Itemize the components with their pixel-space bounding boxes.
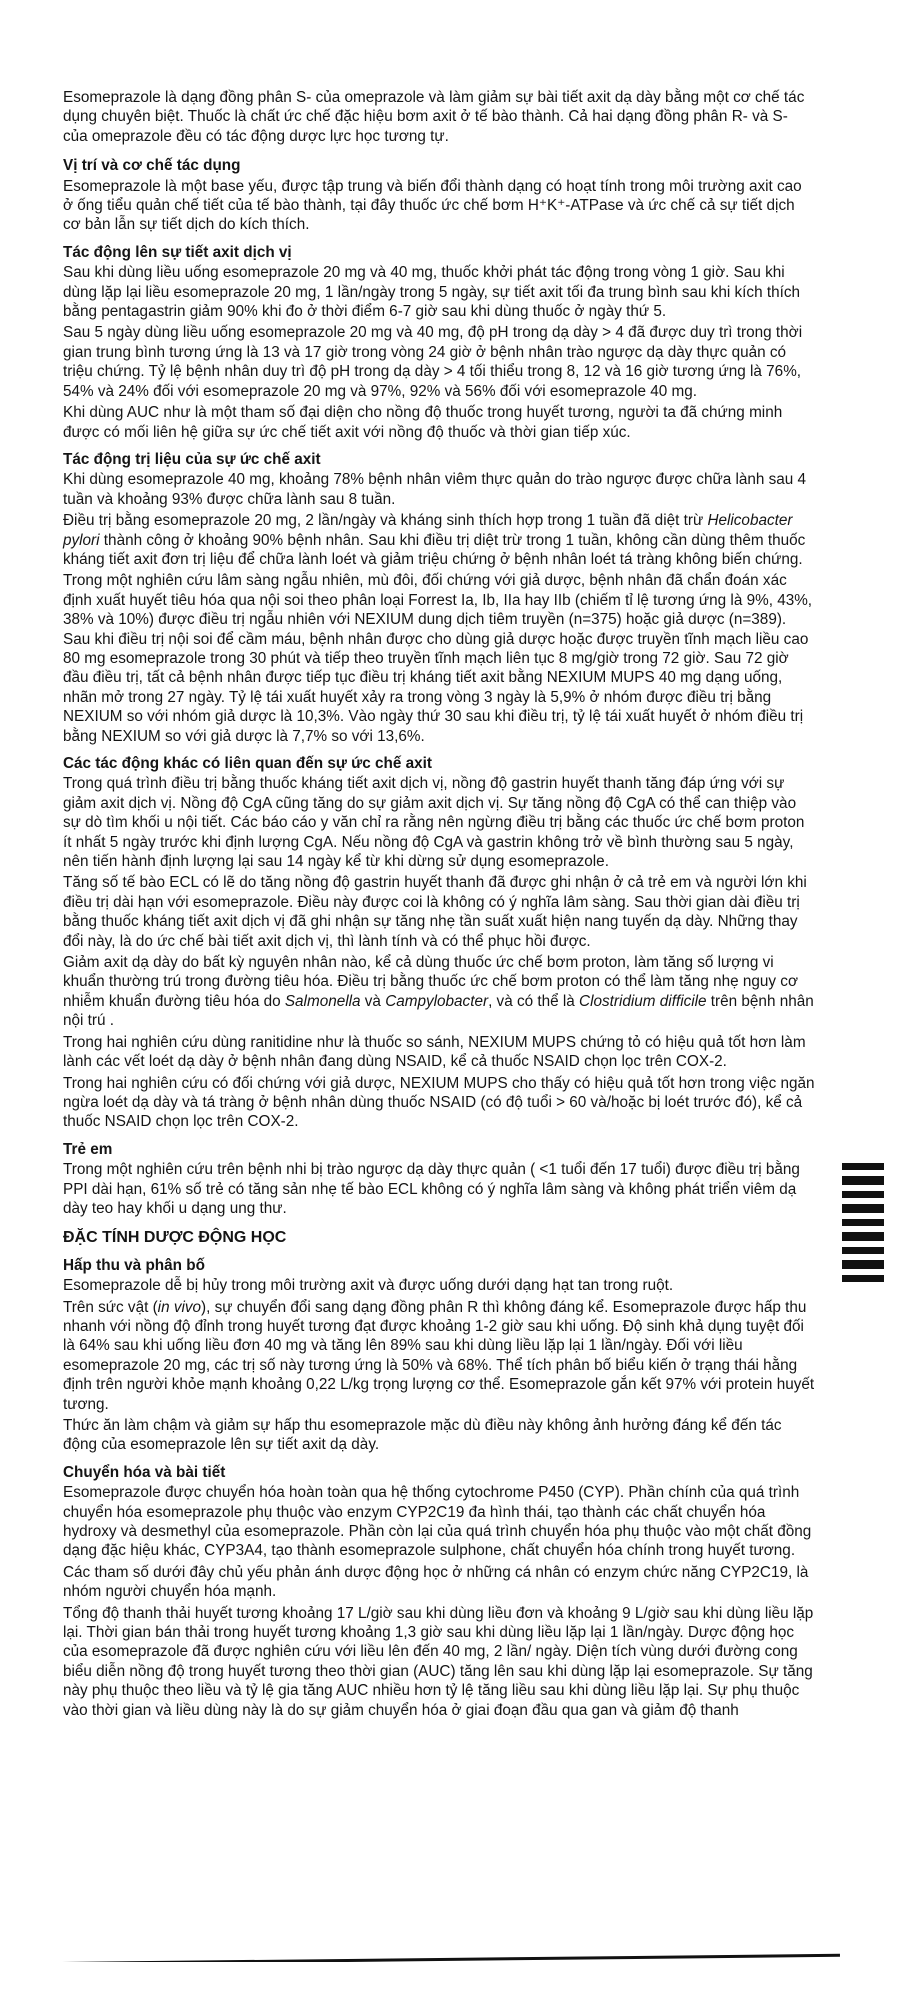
paragraph: Tăng số tế bào ECL có lẽ do tăng nồng độ gastrin huyết thanh đã được ghi nhận ở cả trẻ em và người lớn khi điều trị dài hạn với esomeprazole. Điều này được coi là không có ý nghĩa lâm sàng. Sau thời gian dài điều trị bằng thuốc kháng tiết axit dịch vị đã ghi nhận sự tăng nhẹ tần suất xuất hiện nang tuyến dạ dày. Những thay đổi này, là do ức chế bài tiết axit dịch vị, thì lành tính và có thể phục hồi được. [63,874,807,950]
text-fragment: Giảm axit dạ dày do bất kỳ nguyên nhân nào, kể cả dùng thuốc ức chế bơm proton, làm tăng số lượng vi khuẩn thường trú trong đường tiêu hóa. Điều trị bằng thuốc ức chế bơm proton có thể làm tăng nhẹ nguy cơ nhiễm khuẩn đường tiêu hóa do [63,954,798,1010]
section-heading-absorption: Hấp thu và phân bố [63,1256,205,1274]
paragraph: Sau 5 ngày dùng liều uống esomeprazole 20 mg và 40 mg, độ pH trong dạ dày > 4 đã được duy trì trong thời gian trung bình tương ứng là 13 và 17 giờ trong vòng 24 giờ ở bệnh nhân trào ngược dạ dày thực quản có triệu chứng. Tỷ lệ bệnh nhân duy trì độ pH trong dạ dày > 4 tối thiểu trong 8, 12 và 16 giờ tương ứng là 76%, 54% và 24% đối với esomeprazole 20 mg và 97%, 92% và 56% đối với esomeprazole 40 mg. [63,324,803,400]
paragraph: Khi dùng AUC như là một tham số đại diện cho nồng độ thuốc trong huyết tương, người ta đã chứng minh được có mối liên hệ giữa sự ức chế tiết axit với nồng độ thuốc và thời gian tiếp xúc. [63,404,783,441]
paragraph: Khi dùng esomeprazole 40 mg, khoảng 78% bệnh nhân viêm thực quản do trào ngược được chữa lành sau 4 tuần và khoảng 93% được chữa lành sau 8 tuần. [63,471,807,508]
text-fragment: Điều trị bằng esomeprazole 20 mg, 2 lần/ngày và kháng sinh thích hợp trong 1 tuần đã diệt trừ [63,512,708,530]
section-heading-metabolism: Chuyển hóa và bài tiết [63,1463,226,1481]
barcode-bar [842,1275,884,1282]
barcode-bar [842,1163,884,1170]
barcode-bar [842,1191,884,1198]
text-fragment: , và có thể là [488,992,580,1010]
section-heading-other-effects: Các tác động khác có liên quan đến sự ức chế axit [63,755,432,772]
barcode-bar [842,1260,884,1269]
barcode-bar [842,1232,884,1241]
paragraph: Trong hai nghiên cứu dùng ranitidine như là thuốc so sánh, NEXIUM MUPS chứng tỏ có hiệu quả tốt hơn làm lành các vết loét dạ dày ở bệnh nhân đang dùng NSAID, kể cả thuốc NSAID chọn lọc trên COX-2. [63,1033,806,1071]
text-fragment: Trên sức vật ( [63,1298,158,1316]
page-bottom-margin [0,1962,900,1993]
section-heading-mechanism: Vị trí và cơ chế tác dụng [63,157,241,175]
paragraph: Esomeprazole là dạng đồng phân S- của omeprazole và làm giảm sự bài tiết axit dạ dày bằng một cơ chế tác dụng chuyên biệt. Thuốc là chất ức chế đặc hiệu bơm axit ở tế bào thành. Cả hai dạng đồng phân R- và S- của omeprazole đều có tác động dược lực học tương tự. [63,89,805,145]
paragraph: Trong hai nghiên cứu có đối chứng với giả dược, NEXIUM MUPS cho thấy có hiệu quả tốt hơn trong việc ngăn ngừa loét dạ dày và tá tràng ở bệnh nhân dùng thuốc NSAID (có độ tuổi > 60 và/hoặc bị loét trước đó), kể cả thuốc NSAID chọn lọc trên COX-2. [63,1074,815,1131]
barcode-bar [842,1204,884,1213]
section-heading-children: Trẻ em [63,1140,113,1158]
text-fragment: và [360,992,386,1010]
species-name: Campylobacter [385,992,489,1010]
section-heading-pharmacokinetics: ĐẶC TÍNH DƯỢC ĐỘNG HỌC [63,1229,287,1247]
paragraph: Esomeprazole dễ bị hủy trong môi trường axit và được uống dưới dạng hạt tan trong ruột. [63,1277,674,1295]
barcode-bar [842,1176,884,1185]
section-heading-therapeutic-effect: Tác động trị liệu của sự ức chế axit [63,450,321,468]
paragraph: Sau khi dùng liều uống esomeprazole 20 mg và 40 mg, thuốc khởi phát tác động trong vòng 1 giờ. Sau khi dùng lặp lại liều esomeprazole 20 mg, 1 lần/ngày trong 5 ngày, sự tiết axit tối đa trung bình sau khi kích thích bằng pentagastrin giảm 90% khi đo ở thời điểm 6-7 giờ sau khi dùng thuốc ở ngày thứ 5. [63,264,800,321]
paragraph: Trong một nghiên cứu trên bệnh nhi bị trào ngược dạ dày thực quản ( <1 tuổi đến 17 tuổi) được điều trị bằng PPI dài hạn, 61% số trẻ có tăng sản nhẹ tế bào ECL không có ý nghĩa lâm sàng và không phát triển viêm dạ dày teo hay khối u dạng ung thư. [63,1161,800,1217]
barcode-bar [842,1247,884,1254]
paragraph: Các tham số dưới đây chủ yếu phản ánh dược động học ở những cá nhân có enzym chức năng CYP2C19, là nhóm người chuyển hóa mạnh. [63,1563,809,1601]
paragraph: Esomeprazole là một base yếu, được tập trung và biến đổi thành dạng có hoạt tính trong môi trường axit cao ở ống tiểu quản chế tiết của tế bào thành, tại đây thuốc ức chế bơm H⁺K⁺-ATPase và ức chế cả sự tiết dịch cơ bản lẫn sự tiết dịch do kích thích. [63,177,802,234]
paragraph-bacteria [63,953,815,1031]
paragraph: Thức ăn làm chậm và giảm sự hấp thu esomeprazole mặc dù điều này không ảnh hưởng đáng kể đến tác động của esomeprazole lên sự tiết axit dạ dày. [63,1417,782,1454]
latin-term: in vivo [157,1298,202,1316]
barcode-bar [842,1219,884,1226]
species-name: Helicobacter pylori [63,512,793,549]
pharmacode-barcode [842,1163,884,1288]
paragraph: Tổng độ thanh thải huyết tương khoảng 17 L/giờ sau khi dùng liều đơn và khoảng 9 L/giờ sau khi dùng liều lặp lại. Thời gian bán thải trong huyết tương khoảng 1,3 giờ sau khi dùng liều lặp lại 1 lần/ngày. Dược động học của esomeprazole đã được nghiên cứu với liều lên đến 40 mg, 2 lần/ ngày. Diện tích vùng dưới đường cong biểu diễn nồng độ trong huyết tương theo thời gian (AUC) tăng lên sau khi dùng lặp lại esomeprazole. Sự tăng này phụ thuộc theo liều và tỷ lệ gia tăng AUC nhiều hơn tỷ lệ tăng liều sau khi dùng liều lặp lại. Sự phụ thuộc vào thời gian và liều dùng này là do sự giảm chuyển hóa ở giai đoạn đầu qua gan và giảm độ thanh [63,1604,814,1719]
species-name: Clostridium difficile [579,992,707,1010]
text-fragment: trên bệnh nhân nội trú . [63,992,814,1030]
leaflet-text-column [63,88,815,1722]
text-fragment: thành công ở khoảng 90% bệnh nhân. Sau khi điều trị diệt trừ trong 1 tuần, không cần dùng thêm thuốc kháng tiết axit đơn trị liệu để chữa lành loét và giảm triệu chứng ở bệnh nhân loét tá tràng không biến chứng. [63,531,806,568]
paragraph: Trong quá trình điều trị bằng thuốc kháng tiết axit dịch vị, nồng độ gastrin huyết thanh tăng đáp ứng với sự giảm axit dịch vị. Nồng độ CgA cũng tăng do sự giảm axit dịch vị. Sự tăng nồng độ CgA có thể can thiệp vào sự dò tìm khối u nội tiết. Các báo cáo y văn chỉ ra rằng nên ngừng điều trị bằng các thuốc ức chế bơm proton ít nhất 5 ngày trước khi định lượng CgA. Nếu nồng độ CgA và gastrin không trở về bình thường sau 5 ngày, nên tiến hành định lượng lại sau 14 ngày kể từ khi dừng sử dụng esomeprazole. [63,775,805,871]
species-name: Salmonella [284,992,361,1010]
paragraph-in-vivo [63,1298,815,1414]
paragraph: Esomeprazole được chuyển hóa hoàn toàn qua hệ thống cytochrome P450 (CYP). Phần chính của quá trình chuyển hóa esomeprazole phụ thuộc vào enzym CYP2C19 đa hình thái, tạo thành các chất chuyển hóa hydroxy và desmethyl của esomeprazole. Phần còn lại của quá trình chuyển hóa phụ thuộc vào một chất đồng dạng đặc hiệu khác, CYP3A4, tạo thành esomeprazole sulphone, chất chuyển hóa chính trong huyết tương. [63,1484,812,1560]
section-heading-acid-secretion: Tác động lên sự tiết axit dịch vị [63,243,292,261]
text-fragment: ), sự chuyển đổi sang dạng đồng phân R thì không đáng kể. Esomeprazole được hấp thu nhanh với nồng độ đỉnh trong huyết tương đạt được khoảng 1-2 giờ sau khi uống. Độ sinh khả dụng tuyệt đối là 64% sau khi uống liều đơn 40 mg và tăng lên 89% sau khi dùng liều lặp lại 1 lần/ngày. Đối với liều esomeprazole 20 mg, các trị số này tương ứng là 50% và 68%. Thể tích phân bố biểu kiến ở trạng thái hằng định trên người khỏe mạnh khoảng 0,22 L/kg trọng lượng cơ thể. Esomeprazole gắn kết 97% với protein huyết tương. [63,1298,815,1413]
paragraph-helicobacter [63,511,815,569]
paragraph: Trong một nghiên cứu lâm sàng ngẫu nhiên, mù đôi, đối chứng với giả dược, bệnh nhân đã chẩn đoán xác định xuất huyết tiêu hóa qua nội soi theo phân loại Forrest Ia, Ib, IIa hay IIb (chiếm tỉ lệ tương ứng là 9%, 43%, 38% và 10%) được điều trị ngẫu nhiên với NEXIUM dung dịch tiêm truyền (n=375) hoặc giả dược (n=389). Sau khi điều trị nội soi để cầm máu, bệnh nhân được cho dùng giả dược hoặc được truyền tĩnh mạch liều cao 80 mg esomeprazole trong 30 phút và tiếp theo truyền tĩnh mạch liên tục 8 mg/giờ trong 72 giờ. Sau 72 giờ đầu điều trị, tất cả bệnh nhân được tiếp tục điều trị kháng tiết axit bằng NEXIUM MUPS 40 mg dạng uống, nhãn mở trong 27 ngày. Tỷ lệ tái xuất huyết xảy ra trong vòng 3 ngày là 5,9% ở nhóm được điều trị bằng NEXIUM so với nhóm giả dược là 10,3%. Vào ngày thứ 30 sau khi điều trị, tỷ lệ tái xuất huyết ở nhóm điều trị bằng NEXIUM so với giả dược là 7,7% so với 13,6%. [63,572,813,745]
